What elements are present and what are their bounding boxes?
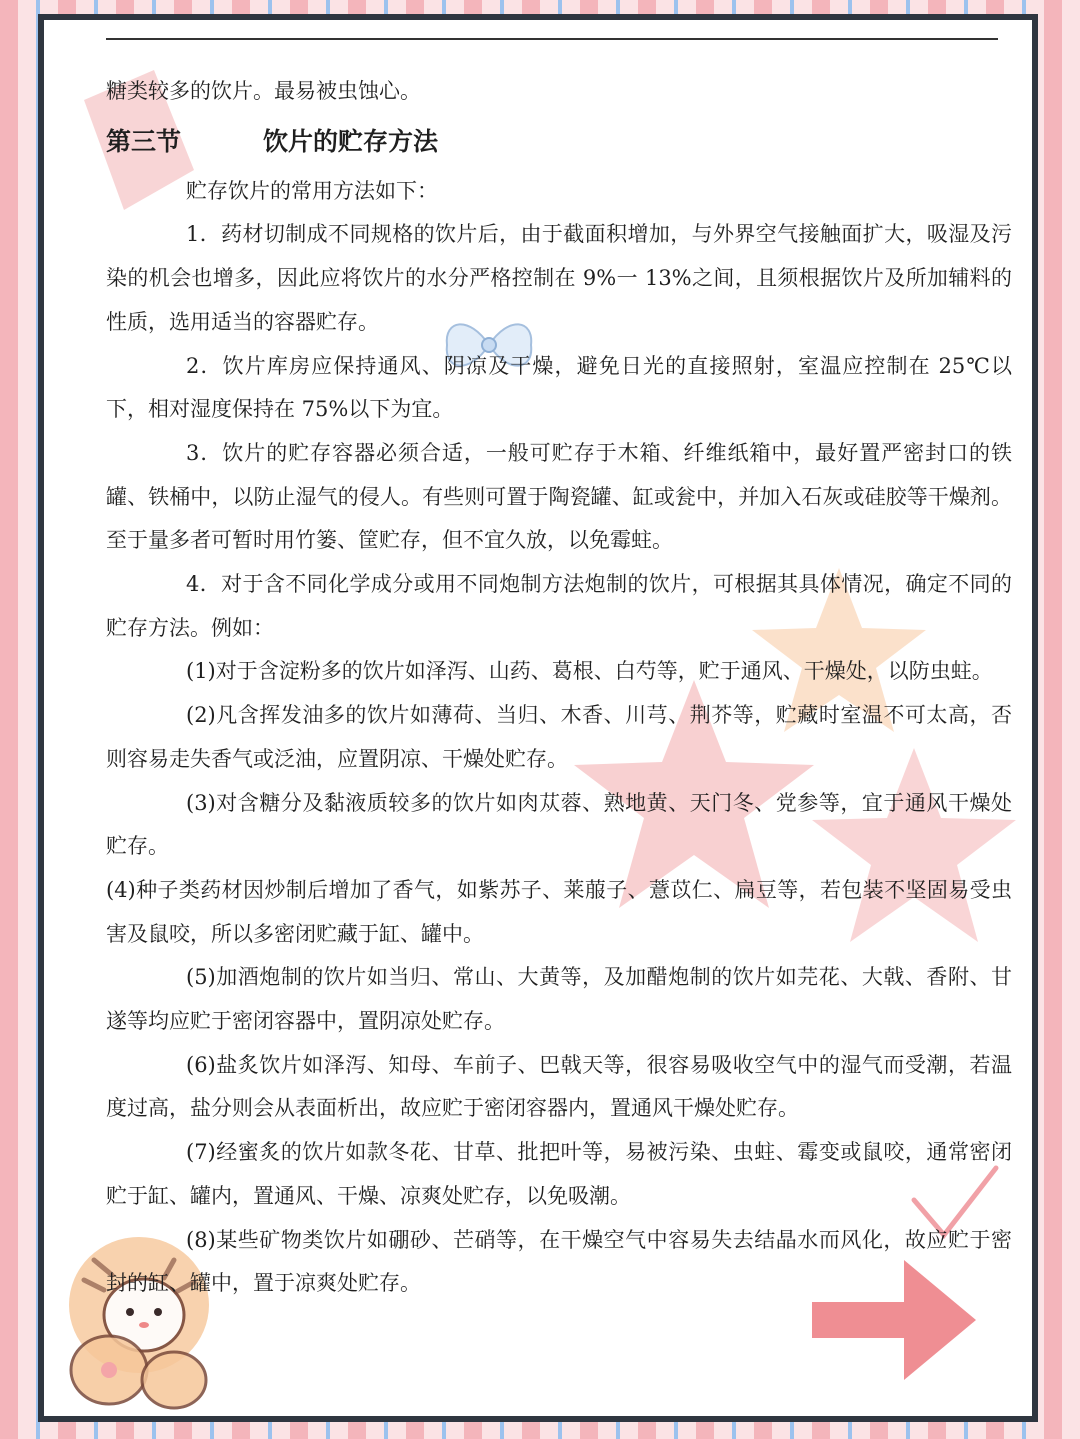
subitem-paragraph: (4)种子类药材因炒制后增加了香气，如紫苏子、莱菔子、薏苡仁、扁豆等，若包装不坚固易受虫害及鼠咬，所以多密闭贮藏于缸、罐中。 bbox=[106, 877, 1012, 946]
continuation-line: 糖类较多的饮片。最易被虫蚀心。 bbox=[106, 79, 421, 103]
intro-paragraph: 贮存饮片的常用方法如下： bbox=[186, 178, 438, 203]
document-page bbox=[38, 14, 1038, 1422]
subitem-paragraph: (6)盐炙饮片如泽泻、知母、车前子、巴戟天等，很容易吸收空气中的湿气而受潮，若温度过高，盐分则会从表面析出，故应贮于密闭容器内，置通风干燥处贮存。 bbox=[106, 1052, 1012, 1121]
document-body bbox=[106, 70, 1012, 1306]
subitem-paragraph: (1)对于含淀粉多的饮片如泽泻、山药、葛根、白芍等，贮于通风、干燥处，以防虫蛀。 bbox=[186, 659, 993, 684]
item-paragraph: 1．药材切制成不同规格的饮片后，由于截面积增加，与外界空气接触面扩大，吸湿及污染的机会也增多，因此应将饮片的水分严格控制在 9%一 13%之间，且须根据饮片及所加辅料的性质，选用适当的容器贮存。 bbox=[106, 222, 1012, 334]
subitem-paragraph: (7)经蜜炙的饮片如款冬花、甘草、批把叶等，易被污染、虫蛀、霉变或鼠咬，通常密闭贮于缸、罐内，置通风、干燥、凉爽处贮存，以免吸潮。 bbox=[106, 1140, 1012, 1208]
top-rule bbox=[106, 38, 998, 40]
section-title: 饮片的贮存方法 bbox=[263, 126, 439, 156]
subitem-paragraph: (3)对含糖分及黏液质较多的饮片如肉苁蓉、熟地黄、天门冬、党参等，宜于通风干燥处贮存。 bbox=[106, 790, 1012, 859]
item-paragraph: 3．饮片的贮存容器必须合适，一般可贮存于木箱、纤维纸箱中，最好置严密封口的铁罐、铁桶中，以防止湿气的侵人。有些则可置于陶瓷罐、缸或瓮中，并加入石灰或硅胶等干燥剂。至于量多者可暂时用竹篓、筐贮存，但不宜久放，以免霉蛀。 bbox=[106, 440, 1012, 553]
subitem-paragraph: (8)某些矿物类饮片如硼砂、芒硝等，在干燥空气中容易失去结晶水而风化，故应贮于密封的缸、罐中，置于凉爽处贮存。 bbox=[106, 1227, 1012, 1296]
item-paragraph: 4．对于含不同化学成分或用不同炮制方法炮制的饮片，可根据其具体情况，确定不同的贮存方法。例如： bbox=[106, 572, 1012, 640]
subitem-paragraph: (2)凡含挥发油多的饮片如薄荷、当归、木香、川芎、荆芥等，贮藏时室温不可太高，否则容易走失香气或泛油，应置阴凉、干燥处贮存。 bbox=[106, 703, 1012, 771]
subitem-paragraph: (5)加酒炮制的饮片如当归、常山、大黄等，及加醋炮制的饮片如芫花、大戟、香附、甘遂等均应贮于密闭容器中，置阴凉处贮存。 bbox=[106, 965, 1012, 1034]
section-heading bbox=[106, 114, 1012, 170]
item-paragraph: 2．饮片库房应保持通风、阴凉及干燥，避免日光的直接照射，室温应控制在 25℃以下，相对湿度保持在 75%以下为宜。 bbox=[106, 353, 1012, 422]
section-number: 第三节 bbox=[106, 126, 182, 156]
